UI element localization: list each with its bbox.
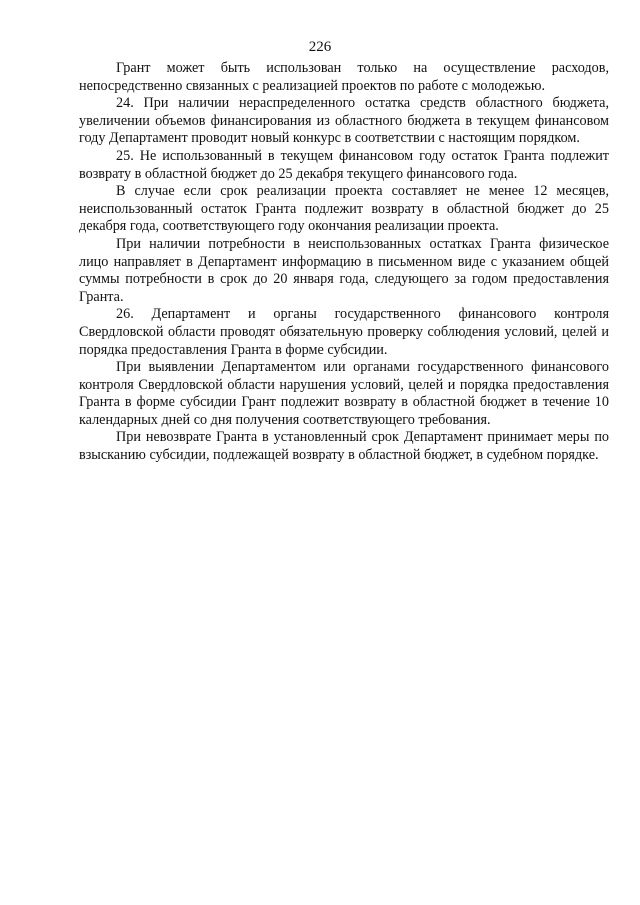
- paragraph-long-project-return: В случае если срок реализации проекта составляет не менее 12 месяцев, неиспользованный остаток Гранта подлежит возврату в областной бюджет до 25 декабря года, соответствующего году окончания реализации проекта.: [79, 183, 609, 235]
- paragraph-25-unused-balance: 25. Не использованный в текущем финансовом году остаток Гранта подлежит возврату в областной бюджет до 25 декабря текущего финансового года.: [79, 147, 609, 182]
- paragraph-26-control-check: 26. Департамент и органы государственного финансового контроля Свердловской области проводят обязательную проверку соблюдения условий, целей и порядка предоставления Гранта в форме субсидии.: [79, 306, 609, 358]
- paragraph-remaining-need: При наличии потребности в неиспользованных остатках Гранта физическое лицо направляет в Департамент информацию в письменном виде с указанием общей суммы потребности в срок до 20 января года, следующего за годом предоставления Гранта.: [79, 235, 609, 305]
- page-number: 226: [308, 39, 332, 55]
- document-body: [79, 60, 609, 465]
- paragraph-24-new-contest: 24. При наличии нераспределенного остатка средств областного бюджета, увеличении объемов финансирования из областного бюджета в текущем финансовом году Департамент проводит новый конкурс в соответствии с настоящим порядком.: [79, 95, 609, 147]
- paragraph-court-recovery: При невозврате Гранта в установленный срок Департамент принимает меры по взысканию субсидии, подлежащей возврату в областной бюджет, в судебном порядке.: [79, 429, 609, 464]
- paragraph-grant-usage: Грант может быть использован только на осуществление расходов, непосредственно связанных с реализацией проектов по работе с молодежью.: [79, 60, 609, 94]
- paragraph-violation-return: При выявлении Департаментом или органами государственного финансового контроля Свердловской области нарушения условий, целей и порядка предоставления Гранта в форме субсидии Грант подлежит возврату в областной бюджет в течение 10 календарных дней со дня получения соответствующего требования.: [79, 359, 609, 428]
